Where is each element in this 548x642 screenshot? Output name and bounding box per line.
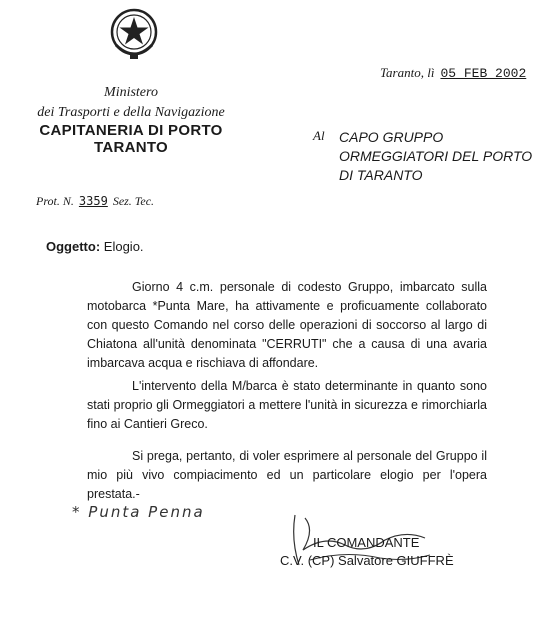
recipient-line: CAPO GRUPPO xyxy=(339,129,444,145)
handwritten-note: * Punta Penna xyxy=(72,503,205,521)
protocol-label: Prot. N. xyxy=(36,194,74,208)
place-date xyxy=(380,65,526,81)
recipient-line: DI TARANTO xyxy=(339,167,423,183)
office-city: TARANTO xyxy=(93,139,169,156)
subject-label: Oggetto: xyxy=(46,239,101,254)
body-paragraph: Giorno 4 c.m. personale di codesto Gruppo, imbarcato sulla motobarca *Punta Mare, ha attivamente e proficuamente collaborato con questo Comando nel corso delle operazioni di soccorso al largo di Chiatona all'unità denominata "CERRUTI" che a causa di una avaria imbarcava acqua e rischiava di affondare. xyxy=(87,280,487,370)
subject-text: Elogio. xyxy=(103,239,144,254)
body-paragraph: Si prega, pertanto, di voler esprimere al personale del Gruppo il mio più vivo compiacimento ed un particolare elogio per l'opera prestata.- xyxy=(87,449,487,501)
body-paragraph: L'intervento della M/barca è stato determinante in quanto sono stati proprio gli Ormeggiatori a mettere l'unità in sicurezza e rimorchiarla fino ai Cantieri Greco. xyxy=(87,379,487,431)
office-name: CAPITANERIA DI PORTO xyxy=(39,122,223,139)
place-label: Taranto, lì xyxy=(380,65,435,80)
protocol-number: 3359 xyxy=(78,194,108,208)
recipient-line: ORMEGGIATORI DEL PORTO xyxy=(339,148,533,164)
subject-line xyxy=(46,239,144,254)
signer-name: C.V. (CP) Salvatore GIUFFRÈ xyxy=(280,553,454,568)
date-stamp: 05 FEB 2002 xyxy=(440,66,527,81)
italian-republic-emblem-icon xyxy=(108,5,160,63)
ministry-name: Ministero xyxy=(104,85,158,100)
protocol-line xyxy=(36,194,154,209)
protocol-section: Sez. Tec. xyxy=(112,194,155,208)
signer-title: IL COMANDANTE xyxy=(313,535,420,550)
ministry-subtitle: dei Trasporti e della Navigazione xyxy=(37,105,225,120)
recipient-label: Al xyxy=(313,128,325,143)
